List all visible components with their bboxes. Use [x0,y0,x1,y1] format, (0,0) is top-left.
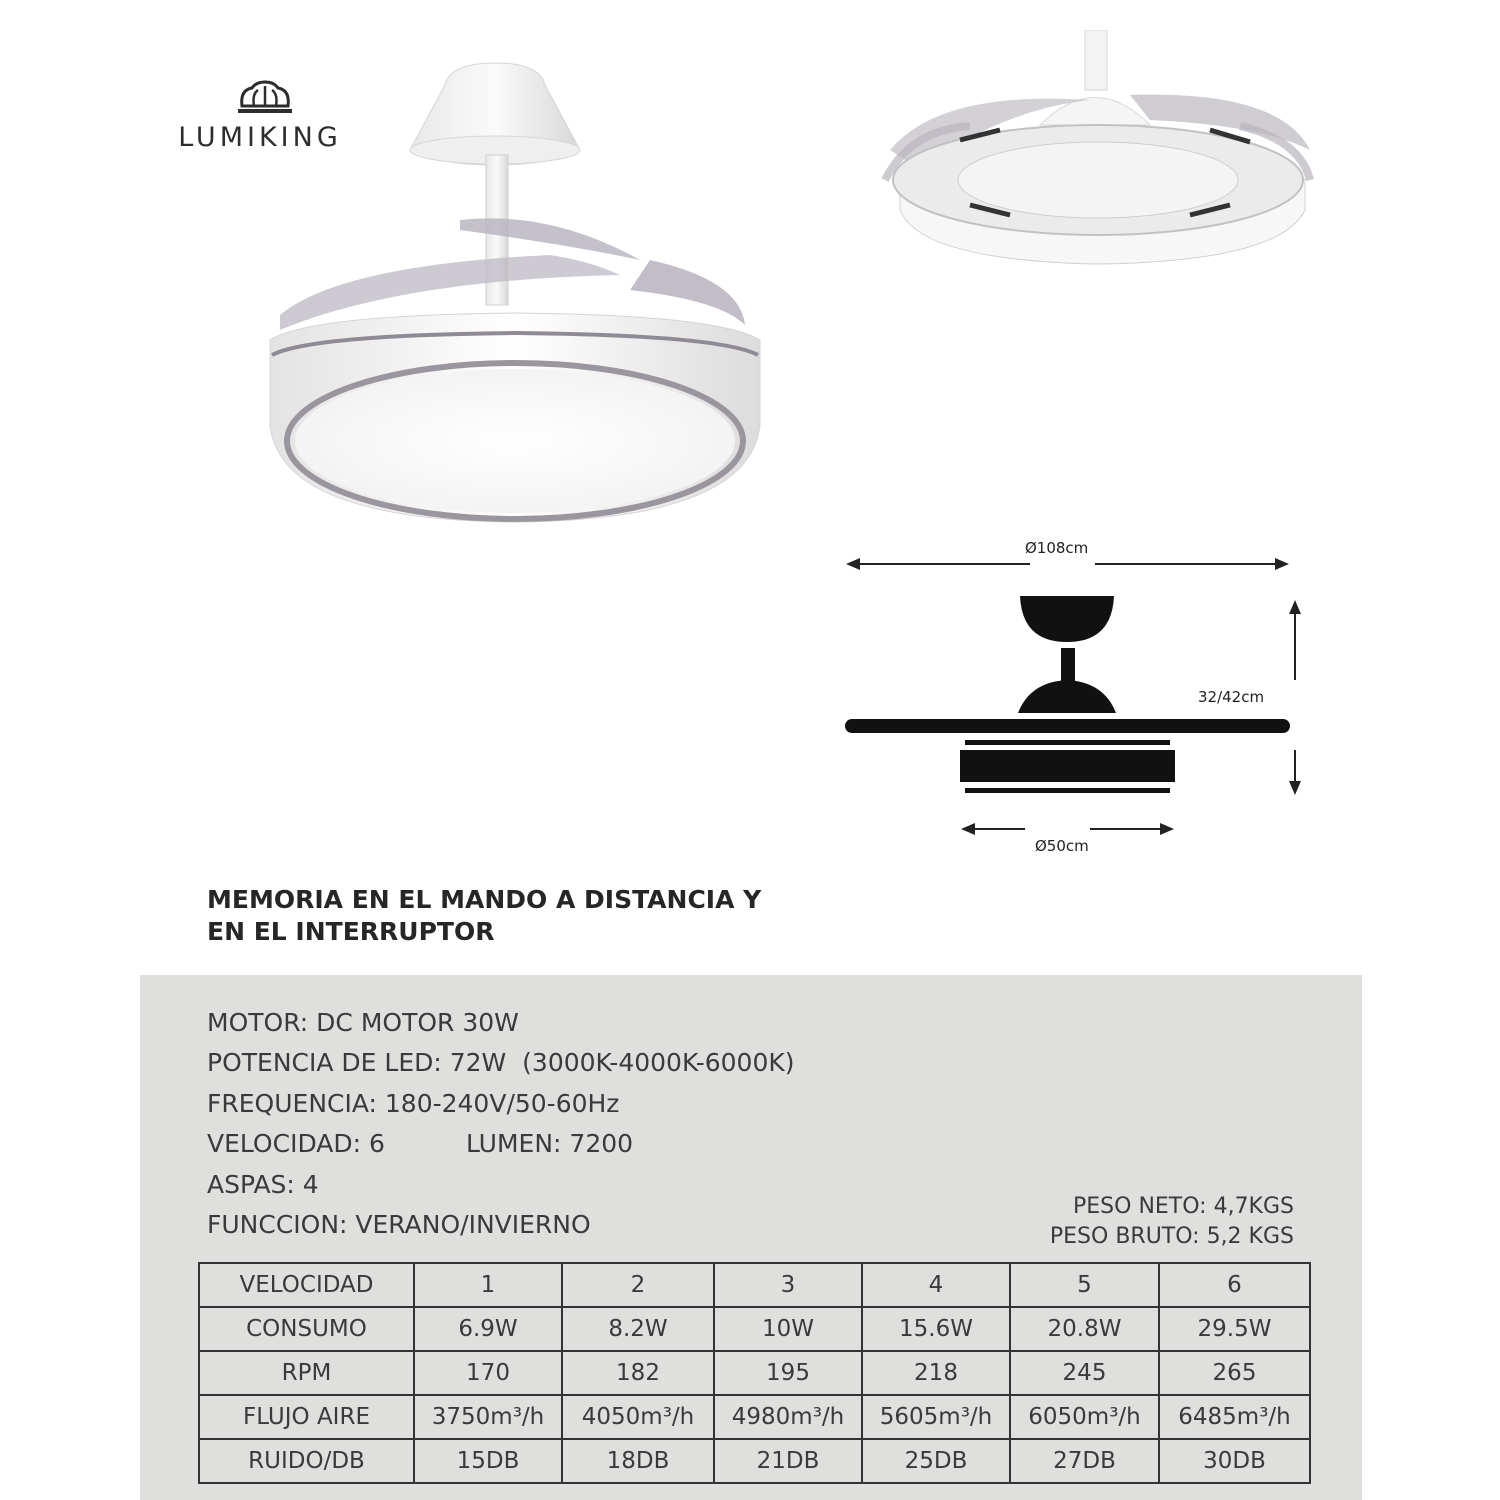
gross-weight: PESO BRUTO: 5,2 KGS [1049,1224,1294,1249]
table-cell: 182 [562,1351,714,1395]
table-row [199,1439,1310,1483]
table-row [199,1351,1310,1395]
table-cell: 3750m³/h [414,1395,562,1439]
speed-spec-table [198,1262,1311,1484]
table-cell: 25DB [862,1439,1010,1483]
table-cell: 3 [714,1263,862,1307]
table-cell: 195 [714,1351,862,1395]
body-diameter-label: Ø50cm [1035,837,1089,855]
table-row-header: CONSUMO [199,1307,414,1351]
table-row-header: RUIDO/DB [199,1439,414,1483]
table-cell: 218 [862,1351,1010,1395]
table-cell: 245 [1010,1351,1159,1395]
spec-function: FUNCCION: VERANO/INVIERNO [207,1210,591,1239]
table-cell: 2 [562,1263,714,1307]
table-cell: 5 [1010,1263,1159,1307]
spec-speed: VELOCIDAD: 6 [207,1129,385,1158]
fan-product-photo [250,55,780,535]
table-cell: 170 [414,1351,562,1395]
height-label: 32/42cm [1198,688,1265,706]
table-cell: 21DB [714,1439,862,1483]
spec-blades: ASPAS: 4 [207,1170,319,1199]
table-cell: 20.8W [1010,1307,1159,1351]
brand-name: LUMIKING [178,122,342,153]
table-cell: 27DB [1010,1439,1159,1483]
spec-frequency: FREQUENCIA: 180-240V/50-60Hz [207,1089,620,1118]
headline-line-1: MEMORIA EN EL MANDO A DISTANCIA Y [207,885,762,914]
table-cell: 6 [1159,1263,1310,1307]
dimension-diagram [830,530,1310,860]
table-cell: 6050m³/h [1010,1395,1159,1439]
headline-line-2: EN EL INTERRUPTOR [207,917,495,946]
fan-open-blades-photo [880,30,1320,280]
table-row-header: RPM [199,1351,414,1395]
table-row [199,1263,1310,1307]
table-cell: 265 [1159,1351,1310,1395]
table-cell: 6485m³/h [1159,1395,1310,1439]
table-cell: 5605m³/h [862,1395,1010,1439]
table-cell: 10W [714,1307,862,1351]
table-cell: 30DB [1159,1439,1310,1483]
table-cell: 1 [414,1263,562,1307]
spec-lumen: LUMEN: 7200 [466,1129,634,1158]
table-row-header: VELOCIDAD [199,1263,414,1307]
table-cell: 4980m³/h [714,1395,862,1439]
table-row [199,1307,1310,1351]
table-row-header: FLUJO AIRE [199,1395,414,1439]
table-cell: 8.2W [562,1307,714,1351]
table-cell: 15DB [414,1439,562,1483]
memory-headline [207,884,907,948]
spec-motor: MOTOR: DC MOTOR 30W [207,1008,519,1037]
table-row [199,1395,1310,1439]
table-cell: 15.6W [862,1307,1010,1351]
overall-diameter-label: Ø108cm [1025,539,1089,557]
table-cell: 6.9W [414,1307,562,1351]
table-cell: 4050m³/h [562,1395,714,1439]
table-cell: 29.5W [1159,1307,1310,1351]
net-weight: PESO NETO: 4,7KGS [1073,1194,1294,1219]
spec-led: POTENCIA DE LED: 72W (3000K-4000K-6000K) [207,1048,795,1077]
table-cell: 4 [862,1263,1010,1307]
table-cell: 18DB [562,1439,714,1483]
